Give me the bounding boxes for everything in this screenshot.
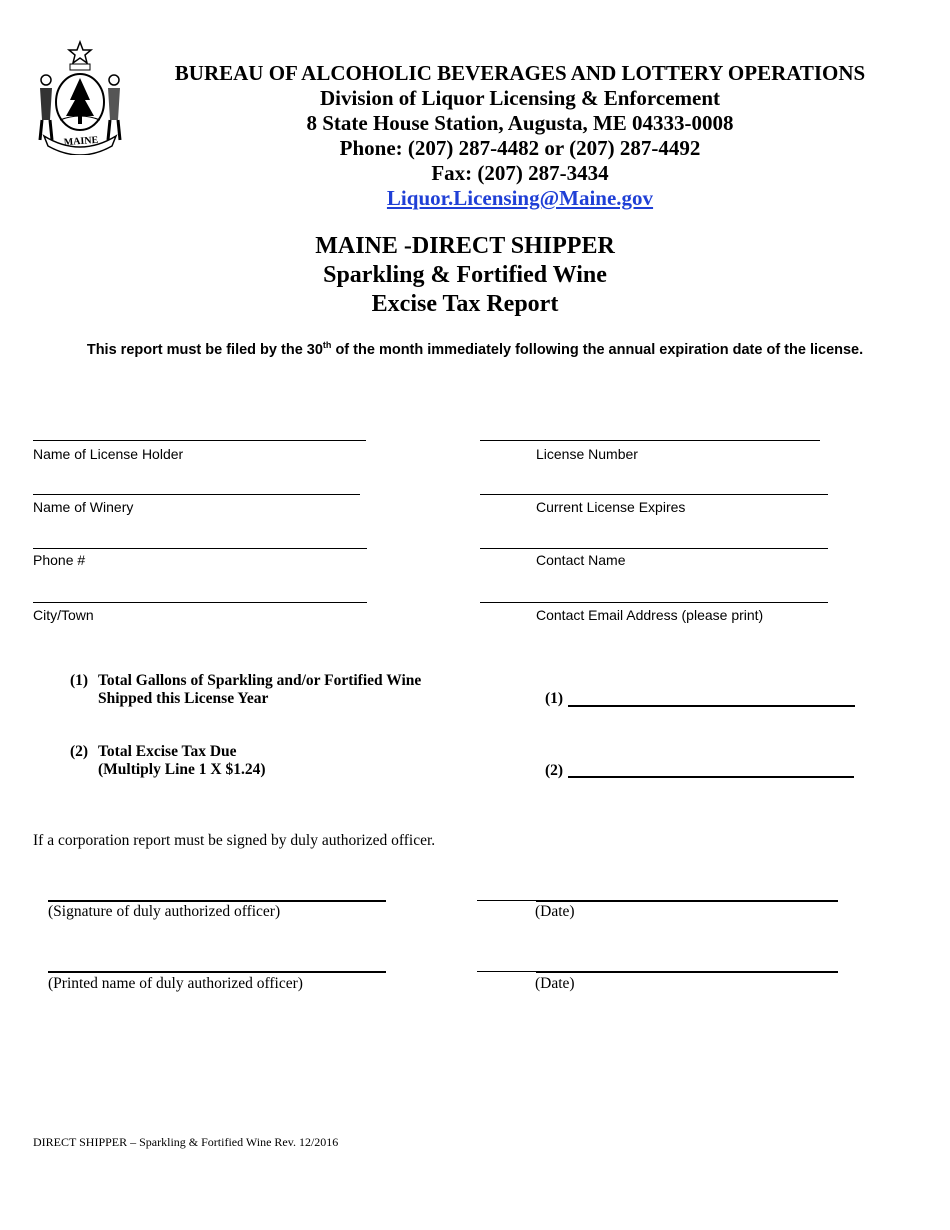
license-holder-input-line[interactable] bbox=[33, 440, 366, 441]
date-1-input-line[interactable] bbox=[536, 900, 838, 902]
winery-input-line[interactable] bbox=[33, 494, 360, 495]
license-expires-input-line[interactable] bbox=[480, 494, 828, 495]
item-text-2: (Multiply Line 1 X $1.24) bbox=[98, 761, 266, 778]
contact-name-input-line[interactable] bbox=[480, 548, 828, 549]
contact-name-label: Contact Name bbox=[536, 552, 626, 568]
item-total-gallons bbox=[70, 672, 470, 712]
date-2-input-line[interactable] bbox=[536, 971, 838, 973]
form-subtitle: Sparkling & Fortified Wine bbox=[323, 262, 607, 288]
phone-label: Phone # bbox=[33, 552, 86, 568]
filing-notice: This report must be filed by the 30th of the month immediately following the annual expiration date of the license. bbox=[86, 340, 864, 358]
item-number: (1) bbox=[70, 672, 89, 689]
date-2-label: (Date) bbox=[535, 975, 575, 992]
license-expires-label: Current License Expires bbox=[536, 499, 686, 515]
signature-input-line[interactable] bbox=[48, 900, 386, 902]
printed-name-input-line[interactable] bbox=[48, 971, 386, 973]
phone-input-line[interactable] bbox=[33, 548, 367, 549]
division-name: Division of Liquor Licensing & Enforcement bbox=[320, 86, 720, 110]
item-text: Total Gallons of Sparkling and/or Fortified Wine bbox=[98, 672, 422, 689]
date-line-lead bbox=[477, 900, 537, 901]
seal-caption: MAINE bbox=[63, 134, 99, 149]
license-number-input-line[interactable] bbox=[480, 440, 820, 441]
email-link[interactable]: Liquor.Licensing@Maine.gov bbox=[386, 186, 654, 210]
phone: Phone: (207) 287-4482 or (207) 287-4492 bbox=[339, 136, 701, 160]
city-input-line[interactable] bbox=[33, 602, 367, 603]
answer-1-label: (1) bbox=[545, 690, 564, 707]
corporation-note: If a corporation report must be signed by duly authorized officer. bbox=[33, 832, 436, 849]
license-number-label: License Number bbox=[536, 446, 638, 462]
answer-2-label: (2) bbox=[545, 762, 564, 779]
excise-tax-input-line[interactable] bbox=[568, 776, 854, 778]
date-1-label: (Date) bbox=[535, 903, 575, 920]
date-line-lead-2 bbox=[477, 971, 537, 972]
form-title: MAINE -DIRECT SHIPPER bbox=[315, 233, 615, 259]
address: 8 State House Station, Augusta, ME 04333-0008 bbox=[306, 111, 734, 135]
city-label: City/Town bbox=[33, 607, 94, 623]
winery-label: Name of Winery bbox=[33, 499, 134, 515]
signature-label: (Signature of duly authorized officer) bbox=[48, 903, 281, 920]
item-text-2: Shipped this License Year bbox=[98, 690, 269, 707]
printed-name-label: (Printed name of duly authorized officer) bbox=[48, 975, 303, 992]
item-text: Total Excise Tax Due bbox=[98, 743, 237, 760]
license-holder-label: Name of License Holder bbox=[33, 446, 184, 462]
contact-email-label: Contact Email Address (please print) bbox=[536, 607, 764, 623]
contact-email-input-line[interactable] bbox=[480, 602, 828, 603]
total-gallons-input-line[interactable] bbox=[568, 705, 855, 707]
agency-name: BUREAU OF ALCOHOLIC BEVERAGES AND LOTTERY OPERATIONS bbox=[174, 61, 866, 85]
form-subtitle-2: Excise Tax Report bbox=[371, 291, 559, 317]
form-revision-footer: DIRECT SHIPPER – Sparkling & Fortified Wine Rev. 12/2016 bbox=[33, 1135, 339, 1149]
item-total-excise-tax bbox=[70, 743, 470, 783]
fax: Fax: (207) 287-3434 bbox=[431, 161, 609, 185]
item-number: (2) bbox=[70, 743, 89, 760]
